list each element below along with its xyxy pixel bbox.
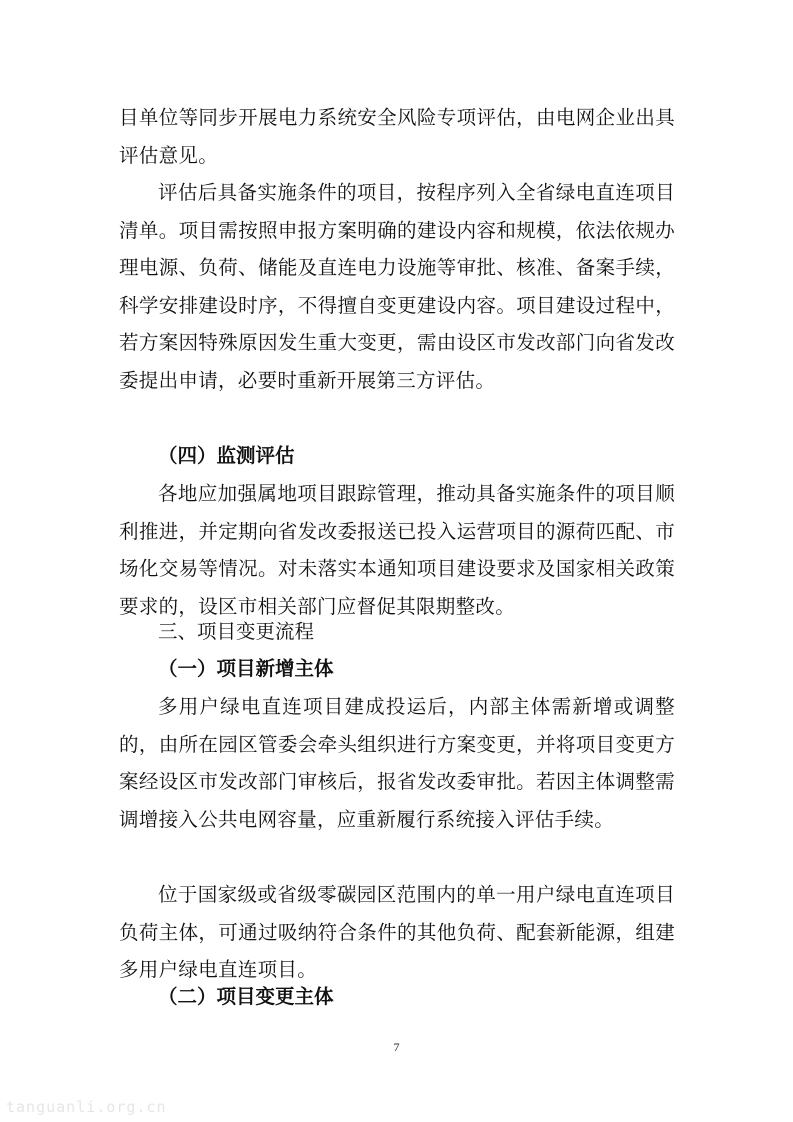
paragraph-evaluation: 评估后具备实施条件的项目，按程序列入全省绿电直连项目清单。项目需按照申报方案明确的建设内容和规模，依法依规办理电源、负荷、储能及直连电力设施等审批、核准、备案手续，科学安排建设时序，不得擅自变更建设内容。项目建设过程中，若方案因特殊原因发生重大变更，需由设区市发改部门向省发改委提出申请，必要时重新开展第三方评估。 (119, 181, 675, 392)
paragraph-continuation: 目单位等同步开展电力系统安全风险专项评估，由电网企业出具评估意见。 (119, 106, 675, 167)
section-heading-new-entity: （一）项目新增主体 (158, 657, 334, 680)
paragraph-zero-carbon-park: 位于国家级或省级零碳园区范围内的单一用户绿电直连项目负荷主体，可通过吸纳符合条件的其他负荷、配套新能源，组建多用户绿电直连项目。 (119, 883, 675, 982)
paragraph-new-entity: 多用户绿电直连项目建成投运后，内部主体需新增或调整的，由所在园区管委会牵头组织进行方案变更，并将项目变更方案经设区市发改部门审核后，报省发改委审批。若因主体调整需调增接入公共电网容量，应重新履行系统接入评估手续。 (119, 695, 675, 831)
watermark-text: tanguanli.org.cn (6, 1098, 167, 1116)
section-heading-change-entity: （二）项目变更主体 (158, 985, 334, 1008)
section-heading-monitoring: （四）监测评估 (158, 444, 295, 467)
paragraph-monitoring: 各地应加强属地项目跟踪管理，推动具备实施条件的项目顺利推进，并定期向省发改委报送已投入运营项目的源荷匹配、市场化交易等情况。对未落实本通知项目建设要求及国家相关政策要求的，设区市相关部门应督促其限期整改。 (119, 482, 675, 618)
chapter-heading-change-process: 三、项目变更流程 (158, 620, 315, 643)
page-number: 7 (393, 1040, 400, 1054)
